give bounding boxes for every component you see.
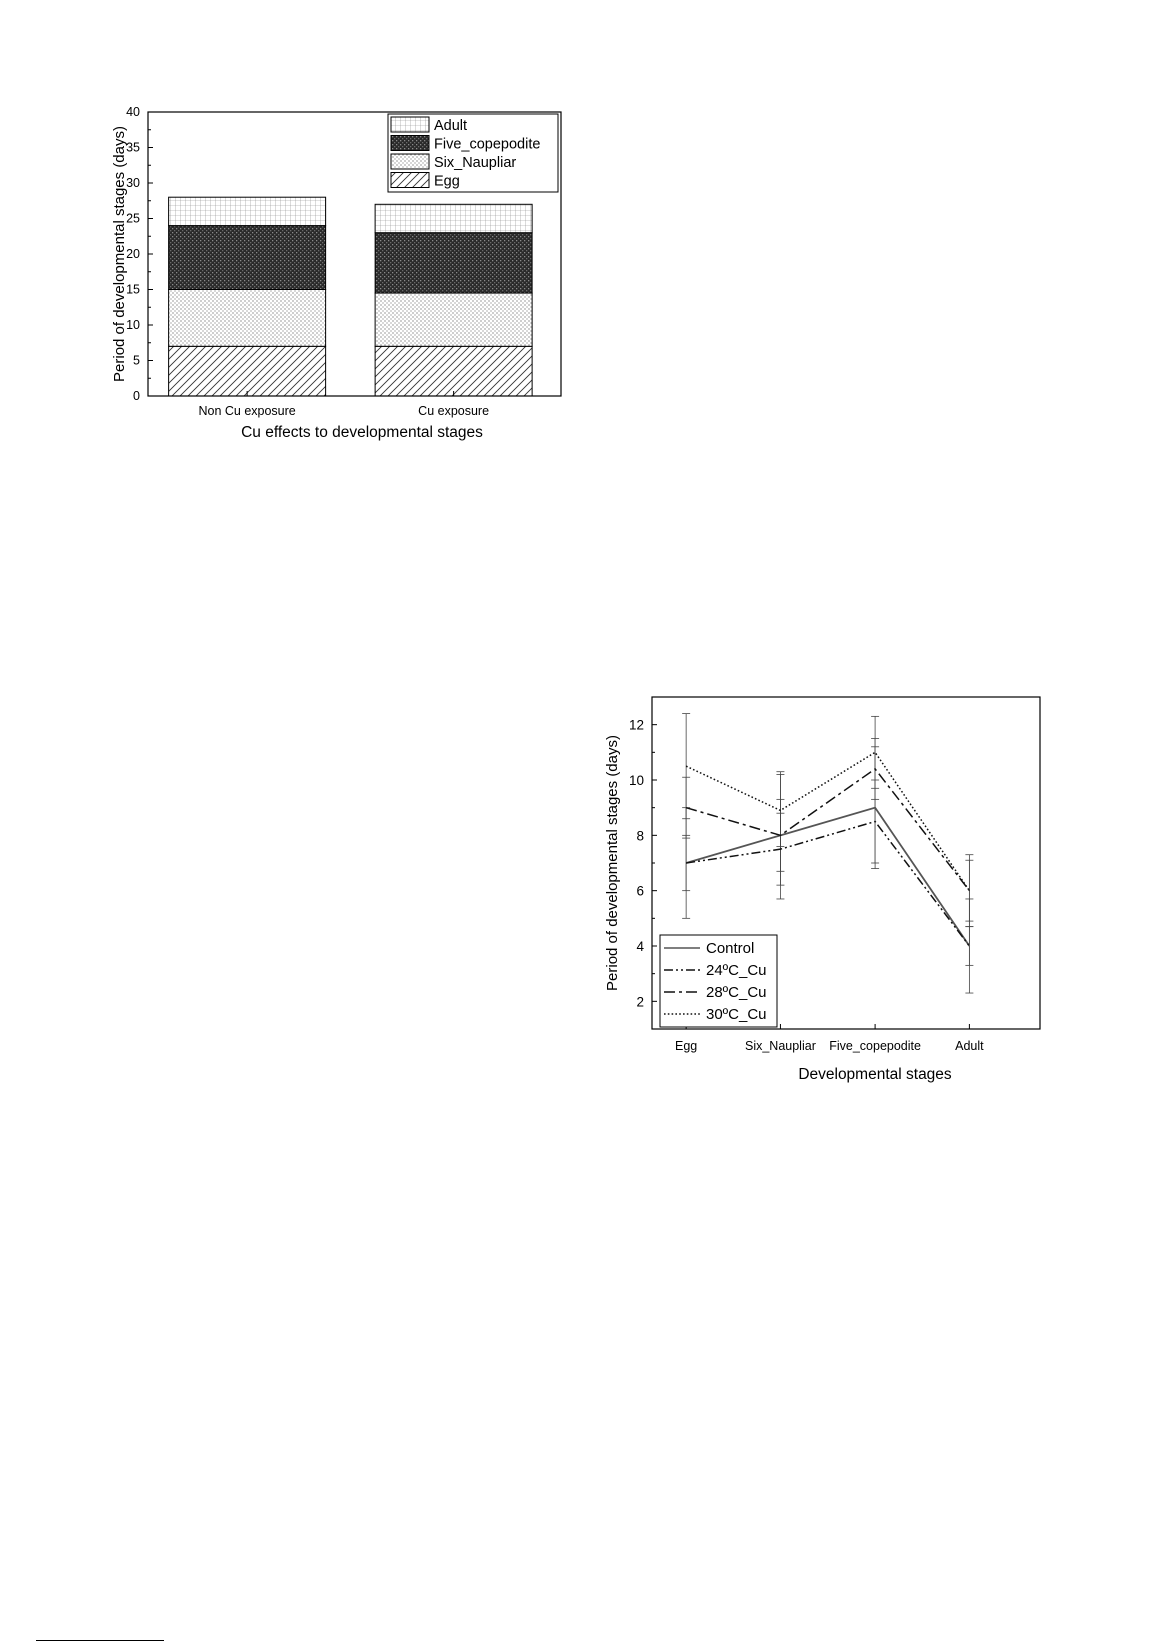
legend-label: 30ºC_Cu (706, 1006, 767, 1023)
y-tick-label: 40 (126, 105, 140, 119)
x-tick-label: Egg (675, 1039, 698, 1053)
legend-label: Adult (434, 118, 468, 134)
y-tick-label: 30 (126, 176, 140, 190)
footnote-rule (36, 1640, 164, 1641)
legend-label: Control (706, 940, 755, 957)
y-axis-label: Period of developmental stages (days) (111, 126, 128, 382)
legend-label: 28ºC_Cu (706, 984, 767, 1001)
x-axis-label: Developmental stages (798, 1066, 952, 1083)
y-tick-label: 15 (126, 282, 140, 297)
series-line-28-c-cu (686, 769, 969, 891)
legend-label: 24ºC_Cu (706, 962, 767, 979)
chart-legend (660, 935, 777, 1027)
legend-label: Five_copepodite (434, 136, 541, 153)
y-tick-label: 10 (126, 318, 140, 332)
y-tick-label: 12 (628, 717, 644, 733)
y-tick-label: 8 (636, 828, 644, 844)
y-tick-label: 4 (636, 939, 644, 954)
series-line-control (686, 808, 969, 946)
y-tick-label: 20 (126, 247, 140, 261)
x-tick-label: Non Cu exposure (198, 404, 296, 418)
y-tick-label: 2 (636, 994, 644, 1010)
x-tick-label: Six_Naupliar (744, 1039, 816, 1053)
y-tick-label: 10 (628, 773, 644, 788)
x-axis-label: Cu effects to developmental stages (241, 424, 483, 441)
legend-label: Six_Naupliar (434, 155, 517, 171)
y-tick-label: 5 (133, 353, 140, 368)
legend-label: Egg (434, 173, 460, 190)
y-axis-label: Period of developmental stages (days) (604, 735, 621, 991)
y-tick-label: 25 (126, 211, 140, 226)
y-tick-label: 0 (133, 389, 140, 403)
x-tick-label: Cu exposure (418, 404, 490, 418)
y-tick-label: 35 (126, 140, 140, 155)
x-tick-label: Five_copepodite (829, 1039, 921, 1053)
y-tick-label: 6 (636, 883, 644, 899)
x-tick-label: Adult (955, 1039, 984, 1053)
